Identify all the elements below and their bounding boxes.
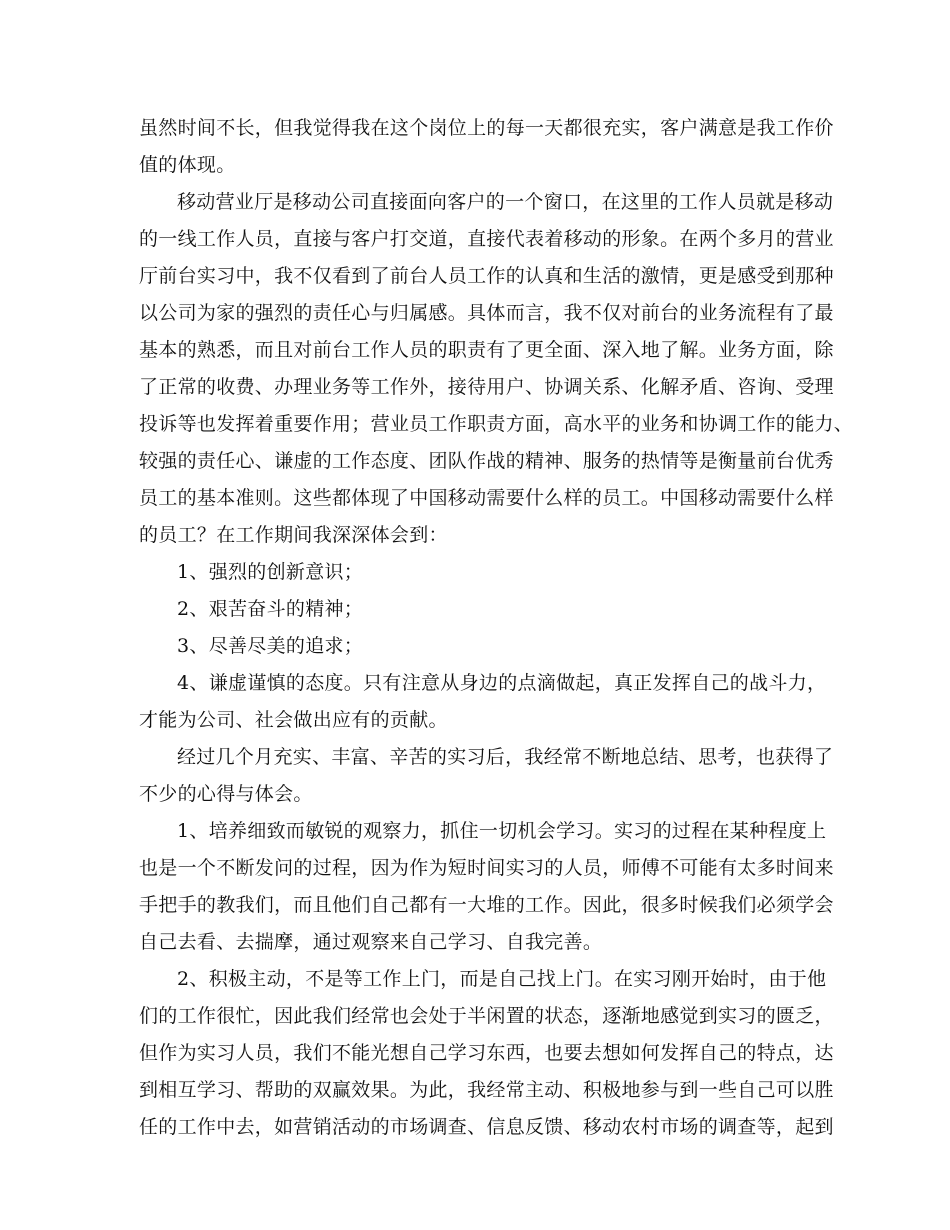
list-item: 3、尽善尽美的追求； (177, 635, 364, 657)
list-item: 2、艰苦奋斗的精神； (177, 598, 364, 620)
text-line: 到相互学习、帮助的双赢效果。为此，我经常主动、积极地参与到一些自己可以胜 (139, 1079, 834, 1101)
text-line: 才能为公司、社会做出应有的贡献。 (139, 709, 448, 731)
text-line: 厅前台实习中，我不仅看到了前台人员工作的认真和生活的激情，更是感受到那种 (139, 265, 834, 287)
text-line: 自己去看、去揣摩，通过观察来自己学习、自我完善。 (139, 931, 603, 953)
text-line: 任的工作中去，如营销活动的市场调查、信息反馈、移动农村市场的调查等，起到 (139, 1116, 834, 1138)
paragraph-start: 2、积极主动，不是等工作上门，而是自己找上门。在实习刚开始时，由于他 (177, 968, 827, 990)
text-line: 基本的熟悉，而且对前台工作人员的职责有了更全面、深入地了解。业务方面，除 (139, 339, 834, 361)
text-line: 手把手的教我们，而且他们自己都有一大堆的工作。因此，很多时候我们必须学会 (139, 894, 834, 916)
text-line: 也是一个不断发问的过程，因为作为短时间实习的人员，师傅不可能有太多时间来 (139, 857, 834, 879)
text-line: 的员工？在工作期间我深深体会到： (139, 524, 448, 546)
paragraph-start: 经过几个月充实、丰富、辛苦的实习后，我经常不断地总结、思考，也获得了 (177, 746, 834, 768)
paragraph-start: 1、培养细致而敏锐的观察力，抓住一切机会学习。实习的过程在某种程度上 (177, 820, 827, 842)
text-line: 值的体现。 (139, 154, 236, 176)
text-line: 们的工作很忙，因此我们经常也会处于半闲置的状态，逐渐地感觉到实习的匮乏， (139, 1005, 834, 1027)
text-line: 以公司为家的强烈的责任心与归属感。具体而言，我不仅对前台的业务流程有了最 (139, 302, 834, 324)
text-line: 了正常的收费、办理业务等工作外，接待用户、协调关系、化解矛盾、咨询、受理 (139, 376, 834, 398)
text-line: 员工的基本准则。这些都体现了中国移动需要什么样的员工。中国移动需要什么样 (139, 487, 834, 509)
text-line: 但作为实习人员，我们不能光想自己学习东西，也要去想如何发挥自己的特点，达 (139, 1042, 834, 1064)
paragraph-start: 移动营业厅是移动公司直接面向客户的一个窗口，在这里的工作人员就是移动 (177, 191, 834, 213)
text-line: 较强的责任心、谦虚的工作态度、团队作战的精神、服务的热情等是衡量前台优秀 (139, 450, 834, 472)
text-line: 的一线工作人员，直接与客户打交道，直接代表着移动的形象。在两个多月的营业 (139, 228, 834, 250)
list-item: 4、谦虚谨慎的态度。只有注意从身边的点滴做起，真正发挥自己的战斗力， (177, 672, 827, 694)
list-item: 1、强烈的创新意识； (177, 561, 364, 583)
text-line: 不少的心得与体会。 (139, 783, 313, 805)
text-line: 投诉等也发挥着重要作用；营业员工作职责方面，高水平的业务和协调工作的能力、 (139, 413, 854, 435)
text-line: 虽然时间不长，但我觉得我在这个岗位上的每一天都很充实，客户满意是我工作价 (139, 117, 834, 139)
